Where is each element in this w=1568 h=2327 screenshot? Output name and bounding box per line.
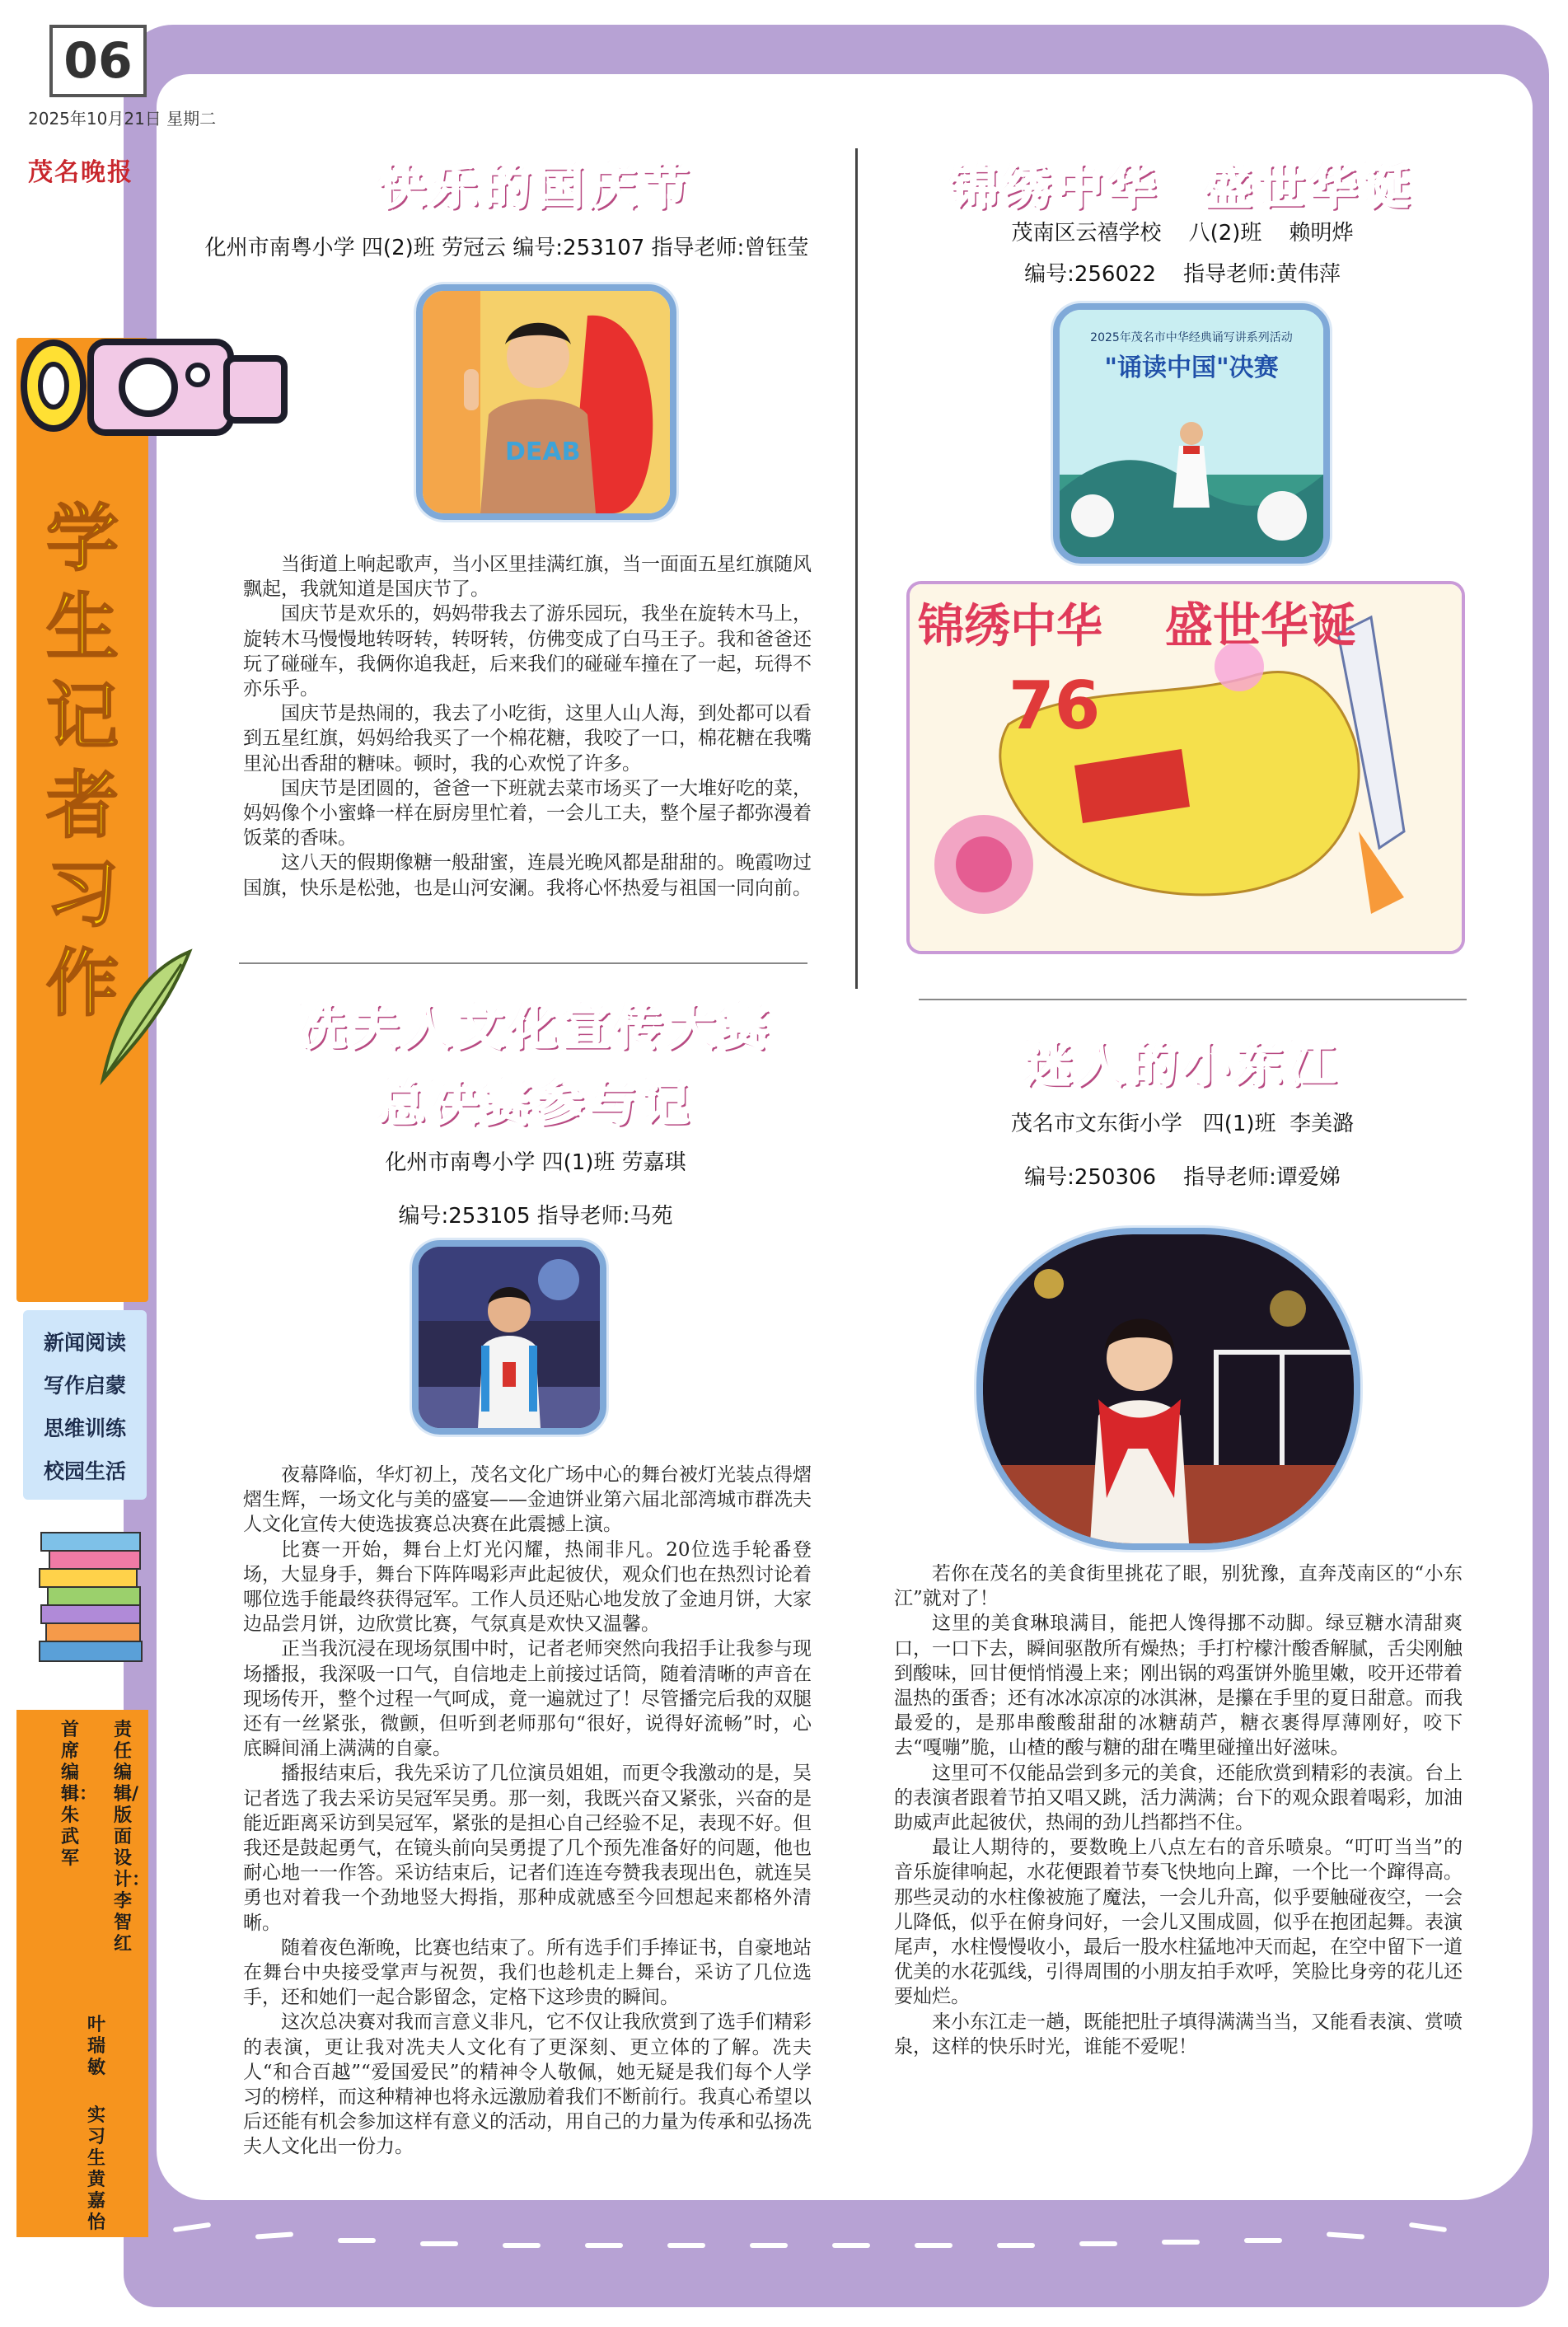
article2-body xyxy=(243,1463,812,2160)
nav-item-news-reading: 新闻阅读 xyxy=(43,1331,126,1355)
article3-drawing-text2: 盛世华诞 xyxy=(1165,597,1357,653)
newspaper-logo: 茂名晚报 xyxy=(28,158,133,187)
article1-paragraph: 当街道上响起歌声，当小区里挂满红旗，当一面面五星红旗随风飘起，我就知道是国庆节了。 xyxy=(243,554,812,601)
article1-paragraph: 这八天的假期像糖一般甜蜜，连晨光晚风都是甜甜的。晚霞吻过国旗，快乐是松弛，也是山河安澜。我将心怀热爱与祖国一同向前。 xyxy=(243,852,812,899)
article3-drawing-number: 76 xyxy=(1009,667,1101,744)
article3-title: 锦绣中华 盛世华诞 xyxy=(949,159,1416,215)
article2-title-line1: 冼夫人文化宣传大赛 xyxy=(297,1000,773,1056)
books-icon xyxy=(33,1516,148,1681)
page-number: 06 xyxy=(49,25,147,97)
article3-teacher: 编号:256022 指导老师:黄伟萍 xyxy=(1024,262,1341,287)
article4-teacher: 编号:250306 指导老师:谭爱娣 xyxy=(1024,1165,1341,1190)
article2-paragraph: 夜幕降临，华灯初上，茂名文化广场中心的舞台被灯光装点得熠熠生辉，一场文化与美的盛宴——金迪饼业第六届北部湾城市群冼夫人文化宣传大使选拔赛总决赛在此震撼上演。 xyxy=(243,1464,812,1536)
article1-photo xyxy=(416,284,676,520)
article2-title-line2: 总决赛参与记 xyxy=(377,1075,694,1131)
article2-paragraph: 播报结束后，我先采访了几位演员姐姐，而更令我激动的是，吴记者选了我去采访吴冠军吴勇。那一刻，我既兴奋又紧张，兴奋的是能近距离采访到吴冠军，紧张的是担心自己经验不足，表现不好。但我还是鼓起勇气，在镜头前向吴勇提了几个预先准备好的问题，他也耐心地一一作答。采访结束后，记者们连连夸赞我表现出色，就连吴勇也对着我一个劲地竖大拇指，那种成就感至今回想起来都格外清晰。 xyxy=(243,1763,812,1934)
article1-byline: 化州市南粤小学 四(2)班 劳冠云 编号:253107 指导老师:曾钰莹 xyxy=(204,236,809,260)
article2-paragraph: 随着夜色渐晚，比赛也结束了。所有选手们手捧证书，自豪地站在舞台中央接受掌声与祝贺，我们也趁机走上舞台，采访了几位选手，还和她们一起合影留念，定格下这珍贵的瞬间。 xyxy=(243,1936,812,2009)
article1-paragraph: 国庆节是团圆的，爸爸一下班就去菜市场买了一大堆好吃的菜，妈妈像个小蜜蜂一样在厨房里忙着，一会儿工夫，整个屋子都弥漫着饭菜的香味。 xyxy=(243,777,812,850)
nav-item-campus: 校园生活 xyxy=(43,1459,126,1483)
article3-drawing-text1: 锦绣中华 xyxy=(918,600,1102,653)
article1-rule xyxy=(239,962,807,964)
article2-photo xyxy=(412,1240,606,1435)
column-name: 学生记者习作 xyxy=(45,496,119,1026)
article4-photo xyxy=(976,1228,1360,1550)
article1-paragraph: 国庆节是热闹的，我去了小吃街，这里人山人海，到处都可以看到五星红旗，妈妈给我买了一个棉花糖，我咬了一口，棉花糖在我嘴里沁出香甜的糖味。顿时，我的心欢悦了许多。 xyxy=(243,703,812,775)
article2-paragraph: 这次总决赛对我而言意义非凡，它不仅让我欣赏到了选手们精彩的表演，更让我对冼夫人文化有了更深刻、更立体的了解。冼夫人“和合百越”“爱国爱民”的精神令人敬佩，她无疑是我们每个人学习的榜样，而这种精神也将永远激励着我们不断前行。我真心希望以后还能有机会参加这样有意义的活动，用自己的力量为传承和弘扬冼夫人文化出一份力。 xyxy=(243,2011,812,2158)
nav-item-writing: 写作启蒙 xyxy=(43,1374,126,1398)
article4-paragraph: 若你在茂名的美食街里挑花了眼，别犹豫，直奔茂南区的“小东江”就对了！ xyxy=(894,1563,1463,1610)
article2-teacher: 编号:253105 指导老师:马苑 xyxy=(398,1204,673,1229)
column-divider xyxy=(855,148,858,989)
credit-intern: 实习生 黄嘉怡 xyxy=(87,2105,106,2233)
credit-editor: 责任编辑/版面设计：李智红 xyxy=(114,1720,151,1955)
article3-photo-banner-line1: 2025年茂名市中华经典诵写讲系列活动 xyxy=(1090,331,1293,344)
svg-text:DEAB: DEAB xyxy=(505,438,581,466)
article4-paragraph: 这里可不仅能品尝到多元的美食，还能欣赏到精彩的表演。台上的表演者跟着节拍又唱又跳，活力满满；台下的观众跟着喝彩，加油助威声此起彼伏，热闹的劲儿挡都挡不住。 xyxy=(894,1762,1463,1834)
bottom-dashes xyxy=(165,2217,1524,2283)
article3-drawing xyxy=(906,581,1465,954)
article1-body xyxy=(243,552,812,901)
nav-item-thinking: 思维训练 xyxy=(43,1416,126,1440)
article4-byline: 茂名市文东街小学 四(1)班 李美潞 xyxy=(1010,1112,1355,1136)
article1-title: 快乐的国庆节 xyxy=(377,159,694,215)
article4-paragraph: 来小东江走一趟，既能把肚子填得满满当当，又能看表演、赏喷泉，这样的快乐时光，谁能不爱呢！ xyxy=(894,2011,1463,2058)
article3-photo xyxy=(1053,303,1330,564)
article2-paragraph: 比赛一开始，舞台上灯光闪耀，热闹非凡。20位选手轮番登场，大显身手，舞台下阵阵喝彩声此起彼伏，观众们也在热烈讨论着哪位选手能最终获得冠军。工作人员还贴心地发放了金迪月饼，大家边品尝月饼，边欣赏比赛，气氛真是欢快又温馨。 xyxy=(243,1538,812,1636)
article4-title: 迷人的小东江 xyxy=(1023,1037,1341,1093)
article4-paragraph: 最让人期待的，要数晚上八点左右的音乐喷泉。“叮叮当当”的音乐旋律响起，水花便跟着节奏飞快地向上蹿，一个比一个蹿得高。那些灵动的水柱像被施了魔法，一会儿升高，似乎要触碰夜空，一会儿降低，似乎在俯身问好，一会儿又围成圆，似乎在抱团起舞。表演尾声，水柱慢慢收小，最后一股水柱猛地冲天而起，在空中留下一道优美的水花弧线，引得周围的小朋友拍手欢呼，笑脸比身旁的花儿还要灿烂。 xyxy=(894,1837,1463,2008)
credit-editor-2: 叶瑞敏 xyxy=(87,2015,106,2078)
article4-paragraph: 这里的美食琳琅满目，能把人馋得挪不动脚。绿豆糖水清甜爽口，一口下去，瞬间驱散所有燥热；手打柠檬汁酸香解腻，舌尖刚触到酸味，回甘便悄悄漫上来；刚出锅的鸡蛋饼外脆里嫩，咬开还带着温热的蛋香；还有冰冰凉凉的冰淇淋，是攥在手里的夏日甜意。而我最爱的，是那串酸酸甜甜的冰糖葫芦，糖衣裹得厚薄刚好，咬下去“嘎嘣”脆，山楂的酸与糖的甜在嘴里碰撞出好滋味。 xyxy=(894,1613,1463,1759)
article3-byline: 茂南区云禧学校 八(2)班 赖明烨 xyxy=(1011,221,1354,246)
article4-body xyxy=(894,1561,1463,2059)
article3-photo-banner-line2: "诵读中国"决赛 xyxy=(1104,353,1279,382)
credits-box xyxy=(16,1710,151,2237)
issue-date: 2025年10月21日 星期二 xyxy=(28,109,217,129)
article2-byline: 化州市南粤小学 四(1)班 劳嘉琪 xyxy=(385,1150,686,1175)
quill-icon xyxy=(91,948,198,1088)
article1-paragraph: 国庆节是欢乐的，妈妈带我去了游乐园玩，我坐在旋转木马上，旋转木马慢慢地转呀转，转呀转，仿佛变成了白马王子。我和爸爸还玩了碰碰车，我俩你追我赶，后来我们的碰碰车撞在了一起，玩得不亦乐乎。 xyxy=(243,603,812,700)
camera-icon xyxy=(16,330,297,453)
credit-chief-editor: 首席编辑：朱武军 xyxy=(61,1720,98,1869)
article3-rule xyxy=(919,999,1467,1000)
article2-paragraph: 正当我沉浸在现场氛围中时，记者老师突然向我招手让我参与现场播报，我深吸一口气，自信地走上前接过话筒，随着清晰的声音在现场传开，整个过程一气呵成，竟一遍就过了！尽管播完后我的双腿还有一丝紧张，微颤，但听到老师那句“很好，说得好流畅”时，心底瞬间涌上满满的自豪。 xyxy=(243,1638,812,1760)
nav-box xyxy=(23,1310,147,1500)
